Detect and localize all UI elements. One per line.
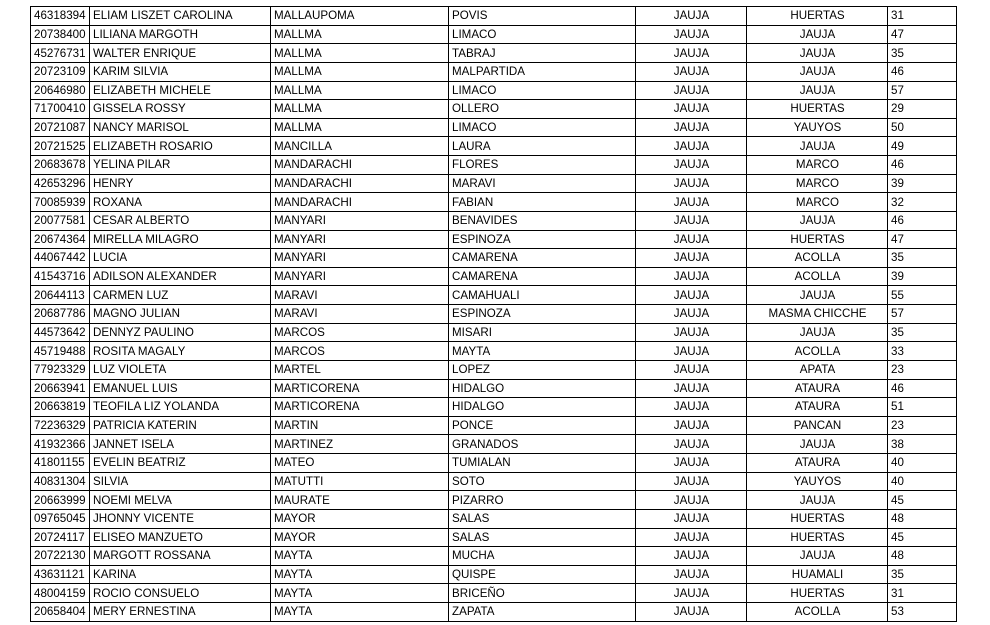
- cell-age: 35: [888, 323, 957, 342]
- cell-province: JAUJA: [636, 100, 747, 119]
- cell-age: 55: [888, 286, 957, 305]
- table-row: [31, 565, 957, 584]
- cell-dni: 20658404: [31, 603, 90, 622]
- cell-district: JAUJA: [747, 81, 888, 100]
- cell-paternal-surname: MALLAUPOMA: [271, 7, 449, 26]
- table-row: [31, 472, 957, 491]
- cell-district: HUERTAS: [747, 528, 888, 547]
- cell-age: 35: [888, 44, 957, 63]
- cell-age: 31: [888, 584, 957, 603]
- cell-first-names: MIRELLA MILAGRO: [90, 230, 271, 249]
- cell-first-names: KARIM SILVIA: [90, 62, 271, 81]
- cell-district: HUAMALI: [747, 565, 888, 584]
- cell-dni: 09765045: [31, 509, 90, 528]
- cell-district: ATAURA: [747, 379, 888, 398]
- cell-first-names: ADILSON ALEXANDER: [90, 267, 271, 286]
- table-row: [31, 416, 957, 435]
- cell-district: HUERTAS: [747, 7, 888, 26]
- cell-age: 46: [888, 211, 957, 230]
- cell-paternal-surname: MARTIN: [271, 416, 449, 435]
- cell-dni: 20644113: [31, 286, 90, 305]
- cell-dni: 44067442: [31, 249, 90, 268]
- cell-district: YAUYOS: [747, 472, 888, 491]
- cell-dni: 71700410: [31, 100, 90, 119]
- table-row: [31, 62, 957, 81]
- cell-paternal-surname: MANDARACHI: [271, 193, 449, 212]
- cell-dni: 48004159: [31, 584, 90, 603]
- cell-district: HUERTAS: [747, 100, 888, 119]
- cell-maternal-surname: CAMAHUALI: [449, 286, 636, 305]
- cell-district: ACOLLA: [747, 267, 888, 286]
- cell-dni: 20721087: [31, 118, 90, 137]
- cell-age: 23: [888, 416, 957, 435]
- cell-maternal-surname: SALAS: [449, 528, 636, 547]
- table-row: [31, 118, 957, 137]
- cell-age: 48: [888, 547, 957, 566]
- cell-province: JAUJA: [636, 435, 747, 454]
- cell-district: MASMA CHICCHE: [747, 305, 888, 324]
- cell-age: 45: [888, 528, 957, 547]
- cell-age: 49: [888, 137, 957, 156]
- cell-age: 57: [888, 305, 957, 324]
- cell-first-names: LUCIA: [90, 249, 271, 268]
- table-row: [31, 435, 957, 454]
- cell-maternal-surname: OLLERO: [449, 100, 636, 119]
- cell-dni: 20663941: [31, 379, 90, 398]
- cell-age: 29: [888, 100, 957, 119]
- cell-first-names: ELISEO MANZUETO: [90, 528, 271, 547]
- cell-age: 47: [888, 25, 957, 44]
- cell-maternal-surname: LIMACO: [449, 25, 636, 44]
- cell-maternal-surname: CAMARENA: [449, 249, 636, 268]
- table-row: [31, 305, 957, 324]
- table-row: [31, 379, 957, 398]
- cell-paternal-surname: MAURATE: [271, 491, 449, 510]
- cell-dni: 20687786: [31, 305, 90, 324]
- cell-district: JAUJA: [747, 137, 888, 156]
- cell-paternal-surname: MATUTTI: [271, 472, 449, 491]
- table-row: [31, 211, 957, 230]
- cell-maternal-surname: SALAS: [449, 509, 636, 528]
- cell-district: MARCO: [747, 174, 888, 193]
- cell-age: 46: [888, 62, 957, 81]
- cell-paternal-surname: MARAVI: [271, 305, 449, 324]
- cell-maternal-surname: ZAPATA: [449, 603, 636, 622]
- cell-age: 50: [888, 118, 957, 137]
- cell-district: ACOLLA: [747, 603, 888, 622]
- cell-first-names: JANNET ISELA: [90, 435, 271, 454]
- cell-first-names: LUZ VIOLETA: [90, 360, 271, 379]
- cell-maternal-surname: SOTO: [449, 472, 636, 491]
- cell-first-names: ROSITA MAGALY: [90, 342, 271, 361]
- cell-first-names: ELIAM LISZET CAROLINA: [90, 7, 271, 26]
- cell-paternal-surname: MAYTA: [271, 547, 449, 566]
- cell-first-names: NOEMI MELVA: [90, 491, 271, 510]
- cell-age: 45: [888, 491, 957, 510]
- cell-age: 57: [888, 81, 957, 100]
- cell-maternal-surname: TUMIALAN: [449, 454, 636, 473]
- cell-dni: 41543716: [31, 267, 90, 286]
- cell-dni: 20663819: [31, 398, 90, 417]
- table-row: [31, 342, 957, 361]
- cell-province: JAUJA: [636, 44, 747, 63]
- cell-maternal-surname: TABRAJ: [449, 44, 636, 63]
- cell-first-names: WALTER ENRIQUE: [90, 44, 271, 63]
- cell-paternal-surname: MARTINEZ: [271, 435, 449, 454]
- cell-province: JAUJA: [636, 416, 747, 435]
- cell-province: JAUJA: [636, 81, 747, 100]
- table-row: [31, 7, 957, 26]
- cell-age: 46: [888, 156, 957, 175]
- cell-maternal-surname: PIZARRO: [449, 491, 636, 510]
- cell-first-names: KARINA: [90, 565, 271, 584]
- cell-first-names: LILIANA MARGOTH: [90, 25, 271, 44]
- cell-maternal-surname: HIDALGO: [449, 398, 636, 417]
- cell-province: JAUJA: [636, 211, 747, 230]
- cell-maternal-surname: LAURA: [449, 137, 636, 156]
- cell-maternal-surname: LIMACO: [449, 118, 636, 137]
- cell-first-names: MAGNO JULIAN: [90, 305, 271, 324]
- table-row: [31, 81, 957, 100]
- document-sheet: [30, 6, 956, 622]
- cell-maternal-surname: MUCHA: [449, 547, 636, 566]
- cell-province: JAUJA: [636, 62, 747, 81]
- table-row: [31, 454, 957, 473]
- cell-district: MARCO: [747, 193, 888, 212]
- cell-maternal-surname: MISARI: [449, 323, 636, 342]
- cell-district: JAUJA: [747, 25, 888, 44]
- table-row: [31, 156, 957, 175]
- cell-dni: 70085939: [31, 193, 90, 212]
- cell-age: 39: [888, 267, 957, 286]
- cell-maternal-surname: MALPARTIDA: [449, 62, 636, 81]
- cell-paternal-surname: MALLMA: [271, 118, 449, 137]
- table-row: [31, 398, 957, 417]
- cell-first-names: ROCIO CONSUELO: [90, 584, 271, 603]
- cell-dni: 43631121: [31, 565, 90, 584]
- cell-district: ACOLLA: [747, 342, 888, 361]
- cell-maternal-surname: BENAVIDES: [449, 211, 636, 230]
- cell-dni: 45276731: [31, 44, 90, 63]
- cell-age: 51: [888, 398, 957, 417]
- cell-district: ACOLLA: [747, 249, 888, 268]
- cell-age: 53: [888, 603, 957, 622]
- cell-first-names: SILVIA: [90, 472, 271, 491]
- cell-province: JAUJA: [636, 118, 747, 137]
- cell-province: JAUJA: [636, 230, 747, 249]
- cell-paternal-surname: MATEO: [271, 454, 449, 473]
- table-row: [31, 25, 957, 44]
- table-row: [31, 491, 957, 510]
- cell-maternal-surname: ESPINOZA: [449, 230, 636, 249]
- cell-first-names: NANCY MARISOL: [90, 118, 271, 137]
- cell-age: 47: [888, 230, 957, 249]
- cell-first-names: JHONNY VICENTE: [90, 509, 271, 528]
- cell-province: JAUJA: [636, 323, 747, 342]
- cell-paternal-surname: MANDARACHI: [271, 156, 449, 175]
- cell-province: JAUJA: [636, 25, 747, 44]
- cell-paternal-surname: MANYARI: [271, 249, 449, 268]
- cell-paternal-surname: MAYTA: [271, 584, 449, 603]
- cell-age: 35: [888, 249, 957, 268]
- cell-age: 38: [888, 435, 957, 454]
- cell-age: 46: [888, 379, 957, 398]
- cell-province: JAUJA: [636, 491, 747, 510]
- cell-dni: 72236329: [31, 416, 90, 435]
- cell-first-names: EVELIN BEATRIZ: [90, 454, 271, 473]
- table-row: [31, 44, 957, 63]
- cell-district: HUERTAS: [747, 509, 888, 528]
- cell-dni: 20663999: [31, 491, 90, 510]
- cell-province: JAUJA: [636, 342, 747, 361]
- table-row: [31, 193, 957, 212]
- cell-first-names: YELINA PILAR: [90, 156, 271, 175]
- table-row: [31, 323, 957, 342]
- cell-paternal-surname: MARCOS: [271, 342, 449, 361]
- cell-maternal-surname: HIDALGO: [449, 379, 636, 398]
- cell-maternal-surname: BRICEÑO: [449, 584, 636, 603]
- cell-paternal-surname: MARAVI: [271, 286, 449, 305]
- cell-dni: 41932366: [31, 435, 90, 454]
- cell-paternal-surname: MALLMA: [271, 62, 449, 81]
- table-row: [31, 174, 957, 193]
- cell-province: JAUJA: [636, 267, 747, 286]
- table-row: [31, 584, 957, 603]
- cell-province: JAUJA: [636, 174, 747, 193]
- cell-maternal-surname: LIMACO: [449, 81, 636, 100]
- cell-paternal-surname: MALLMA: [271, 100, 449, 119]
- cell-district: JAUJA: [747, 211, 888, 230]
- cell-province: JAUJA: [636, 547, 747, 566]
- cell-dni: 44573642: [31, 323, 90, 342]
- cell-maternal-surname: QUISPE: [449, 565, 636, 584]
- cell-first-names: ELIZABETH MICHELE: [90, 81, 271, 100]
- cell-dni: 20723109: [31, 62, 90, 81]
- cell-maternal-surname: FLORES: [449, 156, 636, 175]
- cell-paternal-surname: MALLMA: [271, 25, 449, 44]
- cell-district: JAUJA: [747, 44, 888, 63]
- cell-dni: 20721525: [31, 137, 90, 156]
- cell-age: 31: [888, 7, 957, 26]
- cell-age: 23: [888, 360, 957, 379]
- cell-paternal-surname: MARTICORENA: [271, 398, 449, 417]
- cell-maternal-surname: CAMARENA: [449, 267, 636, 286]
- cell-age: 40: [888, 454, 957, 473]
- cell-dni: 41801155: [31, 454, 90, 473]
- table-row: [31, 547, 957, 566]
- cell-age: 39: [888, 174, 957, 193]
- cell-first-names: MARGOTT ROSSANA: [90, 547, 271, 566]
- cell-district: JAUJA: [747, 547, 888, 566]
- cell-district: JAUJA: [747, 323, 888, 342]
- cell-maternal-surname: GRANADOS: [449, 435, 636, 454]
- cell-maternal-surname: MARAVI: [449, 174, 636, 193]
- cell-province: JAUJA: [636, 379, 747, 398]
- cell-first-names: TEOFILA LIZ YOLANDA: [90, 398, 271, 417]
- cell-province: JAUJA: [636, 472, 747, 491]
- cell-province: JAUJA: [636, 528, 747, 547]
- cell-province: JAUJA: [636, 305, 747, 324]
- cell-district: YAUYOS: [747, 118, 888, 137]
- cell-province: JAUJA: [636, 193, 747, 212]
- cell-province: JAUJA: [636, 509, 747, 528]
- table-row: [31, 509, 957, 528]
- cell-paternal-surname: MARCOS: [271, 323, 449, 342]
- cell-district: APATA: [747, 360, 888, 379]
- cell-dni: 77923329: [31, 360, 90, 379]
- cell-first-names: CARMEN LUZ: [90, 286, 271, 305]
- cell-province: JAUJA: [636, 565, 747, 584]
- cell-age: 32: [888, 193, 957, 212]
- cell-paternal-surname: MAYOR: [271, 509, 449, 528]
- cell-district: JAUJA: [747, 286, 888, 305]
- cell-maternal-surname: LOPEZ: [449, 360, 636, 379]
- cell-age: 48: [888, 509, 957, 528]
- cell-maternal-surname: PONCE: [449, 416, 636, 435]
- cell-district: MARCO: [747, 156, 888, 175]
- cell-dni: 20738400: [31, 25, 90, 44]
- cell-province: JAUJA: [636, 603, 747, 622]
- cell-paternal-surname: MARTEL: [271, 360, 449, 379]
- cell-province: JAUJA: [636, 249, 747, 268]
- cell-district: PANCAN: [747, 416, 888, 435]
- cell-dni: 20077581: [31, 211, 90, 230]
- cell-age: 35: [888, 565, 957, 584]
- table-row: [31, 137, 957, 156]
- cell-first-names: MERY ERNESTINA: [90, 603, 271, 622]
- table-row: [31, 286, 957, 305]
- cell-paternal-surname: MANYARI: [271, 267, 449, 286]
- cell-first-names: ROXANA: [90, 193, 271, 212]
- cell-dni: 20724117: [31, 528, 90, 547]
- cell-first-names: GISSELA ROSSY: [90, 100, 271, 119]
- cell-age: 33: [888, 342, 957, 361]
- registry-table: [30, 6, 957, 622]
- cell-district: JAUJA: [747, 62, 888, 81]
- cell-province: JAUJA: [636, 286, 747, 305]
- table-row: [31, 603, 957, 622]
- cell-dni: 20646980: [31, 81, 90, 100]
- cell-maternal-surname: ESPINOZA: [449, 305, 636, 324]
- cell-paternal-surname: MANYARI: [271, 230, 449, 249]
- cell-age: 40: [888, 472, 957, 491]
- cell-dni: 20674364: [31, 230, 90, 249]
- table-row: [31, 360, 957, 379]
- cell-dni: 20722130: [31, 547, 90, 566]
- cell-province: JAUJA: [636, 137, 747, 156]
- cell-first-names: HENRY: [90, 174, 271, 193]
- table-row: [31, 230, 957, 249]
- cell-province: JAUJA: [636, 360, 747, 379]
- table-row: [31, 528, 957, 547]
- cell-dni: 45719488: [31, 342, 90, 361]
- cell-paternal-surname: MAYTA: [271, 603, 449, 622]
- cell-district: JAUJA: [747, 435, 888, 454]
- cell-paternal-surname: MANYARI: [271, 211, 449, 230]
- cell-district: ATAURA: [747, 398, 888, 417]
- cell-first-names: ELIZABETH ROSARIO: [90, 137, 271, 156]
- cell-dni: 42653296: [31, 174, 90, 193]
- cell-first-names: DENNYZ PAULINO: [90, 323, 271, 342]
- cell-province: JAUJA: [636, 156, 747, 175]
- cell-district: JAUJA: [747, 491, 888, 510]
- cell-paternal-surname: MANCILLA: [271, 137, 449, 156]
- table-row: [31, 100, 957, 119]
- cell-dni: 40831304: [31, 472, 90, 491]
- cell-dni: 20683678: [31, 156, 90, 175]
- cell-province: JAUJA: [636, 398, 747, 417]
- cell-maternal-surname: POVIS: [449, 7, 636, 26]
- cell-province: JAUJA: [636, 454, 747, 473]
- table-body: [31, 7, 957, 622]
- cell-province: JAUJA: [636, 7, 747, 26]
- cell-maternal-surname: FABIAN: [449, 193, 636, 212]
- cell-district: ATAURA: [747, 454, 888, 473]
- cell-first-names: EMANUEL LUIS: [90, 379, 271, 398]
- table-row: [31, 249, 957, 268]
- cell-paternal-surname: MANDARACHI: [271, 174, 449, 193]
- cell-dni: 46318394: [31, 7, 90, 26]
- cell-first-names: CESAR ALBERTO: [90, 211, 271, 230]
- cell-maternal-surname: MAYTA: [449, 342, 636, 361]
- cell-paternal-surname: MALLMA: [271, 44, 449, 63]
- cell-paternal-surname: MAYOR: [271, 528, 449, 547]
- table-row: [31, 267, 957, 286]
- cell-paternal-surname: MAYTA: [271, 565, 449, 584]
- cell-province: JAUJA: [636, 584, 747, 603]
- cell-paternal-surname: MALLMA: [271, 81, 449, 100]
- cell-district: HUERTAS: [747, 584, 888, 603]
- cell-district: HUERTAS: [747, 230, 888, 249]
- cell-paternal-surname: MARTICORENA: [271, 379, 449, 398]
- cell-first-names: PATRICIA KATERIN: [90, 416, 271, 435]
